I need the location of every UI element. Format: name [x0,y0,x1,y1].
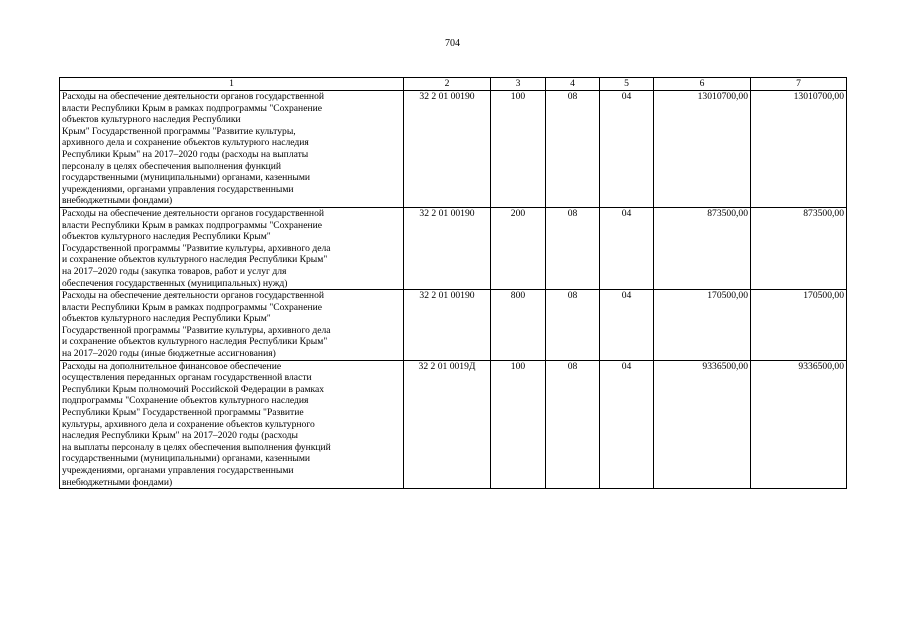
row-amount-6: 873500,00 [654,207,751,289]
row-description: Расходы на дополнительное финансовое обеспечение осуществления переданных органам государственной власти Республики Крым полномочий Российской Федерации в рамках подпрограммы "Сохранение объектов культурного наследия Республики Крым" Государственной программы "Развитие культуры, архивного дела и сохранение объектов культурного наследия Республики Крым" на 2017–2020 годы (расходы на выплаты персоналу в целях обеспечения выполнения функций государственными (муниципальными) органами, казенными учреждениями, органами управления государственными внебюджетными фондами) [60,360,404,489]
table-row [60,290,847,361]
column-header-2: 2 [404,78,491,91]
row-col4: 08 [546,290,600,361]
row-description: Расходы на обеспечение деятельности органов государственной власти Республики Крым в рамках подпрограммы "Сохранение объектов культурного наследия Республики Крым" Государственной программы "Развитие культуры, архивного дела и сохранение объектов культурного наследия Республики Крым" на 2017–2020 годы (иные бюджетные ассигнования) [60,290,404,361]
row-amount-6: 13010700,00 [654,91,751,208]
row-col5: 04 [600,290,654,361]
column-header-5: 5 [600,78,654,91]
row-col4: 08 [546,207,600,289]
row-col3: 800 [491,290,546,361]
row-col3: 100 [491,91,546,208]
column-header-1: 1 [60,78,404,91]
table-row [60,91,847,208]
column-header-6: 6 [654,78,751,91]
row-col3: 100 [491,360,546,489]
row-code: 32 2 01 0019Д [404,360,491,489]
table-row [60,360,847,489]
row-amount-6: 9336500,00 [654,360,751,489]
row-amount-7: 873500,00 [751,207,847,289]
row-description: Расходы на обеспечение деятельности органов государственной власти Республики Крым в рамках подпрограммы "Сохранение объектов культурного наследия Республики Крым" Государственной программы "Развитие культуры, архивного дела и сохранение объектов культурного наследия Республики Крым" на 2017–2020 годы (закупка товаров, работ и услуг для обеспечения государственных (муниципальных) нужд) [60,207,404,289]
row-col5: 04 [600,207,654,289]
row-col3: 200 [491,207,546,289]
row-amount-6: 170500,00 [654,290,751,361]
row-col4: 08 [546,91,600,208]
column-header-7: 7 [751,78,847,91]
row-amount-7: 9336500,00 [751,360,847,489]
table-row [60,207,847,289]
column-header-4: 4 [546,78,600,91]
page-number: 704 [445,38,460,49]
budget-table [59,77,847,489]
row-code: 32 2 01 00190 [404,91,491,208]
row-code: 32 2 01 00190 [404,290,491,361]
row-description: Расходы на обеспечение деятельности органов государственной власти Республики Крым в рамках подпрограммы "Сохранение объектов культурного наследия Республики Крым" Государственной программы "Развитие культуры, архивного дела и сохранение объектов культурюго наследия Республики Крым" на 2017–2020 годы (расходы на выплаты персоналу в целях обеспечения выполнения функций государственными (муниципальными) органами, казенными учреждениями, органами управления государственными внебюджетными фондами) [60,91,404,208]
row-amount-7: 13010700,00 [751,91,847,208]
header-row [60,78,847,91]
row-amount-7: 170500,00 [751,290,847,361]
row-col4: 08 [546,360,600,489]
row-col5: 04 [600,91,654,208]
row-col5: 04 [600,360,654,489]
column-header-3: 3 [491,78,546,91]
row-code: 32 2 01 00190 [404,207,491,289]
